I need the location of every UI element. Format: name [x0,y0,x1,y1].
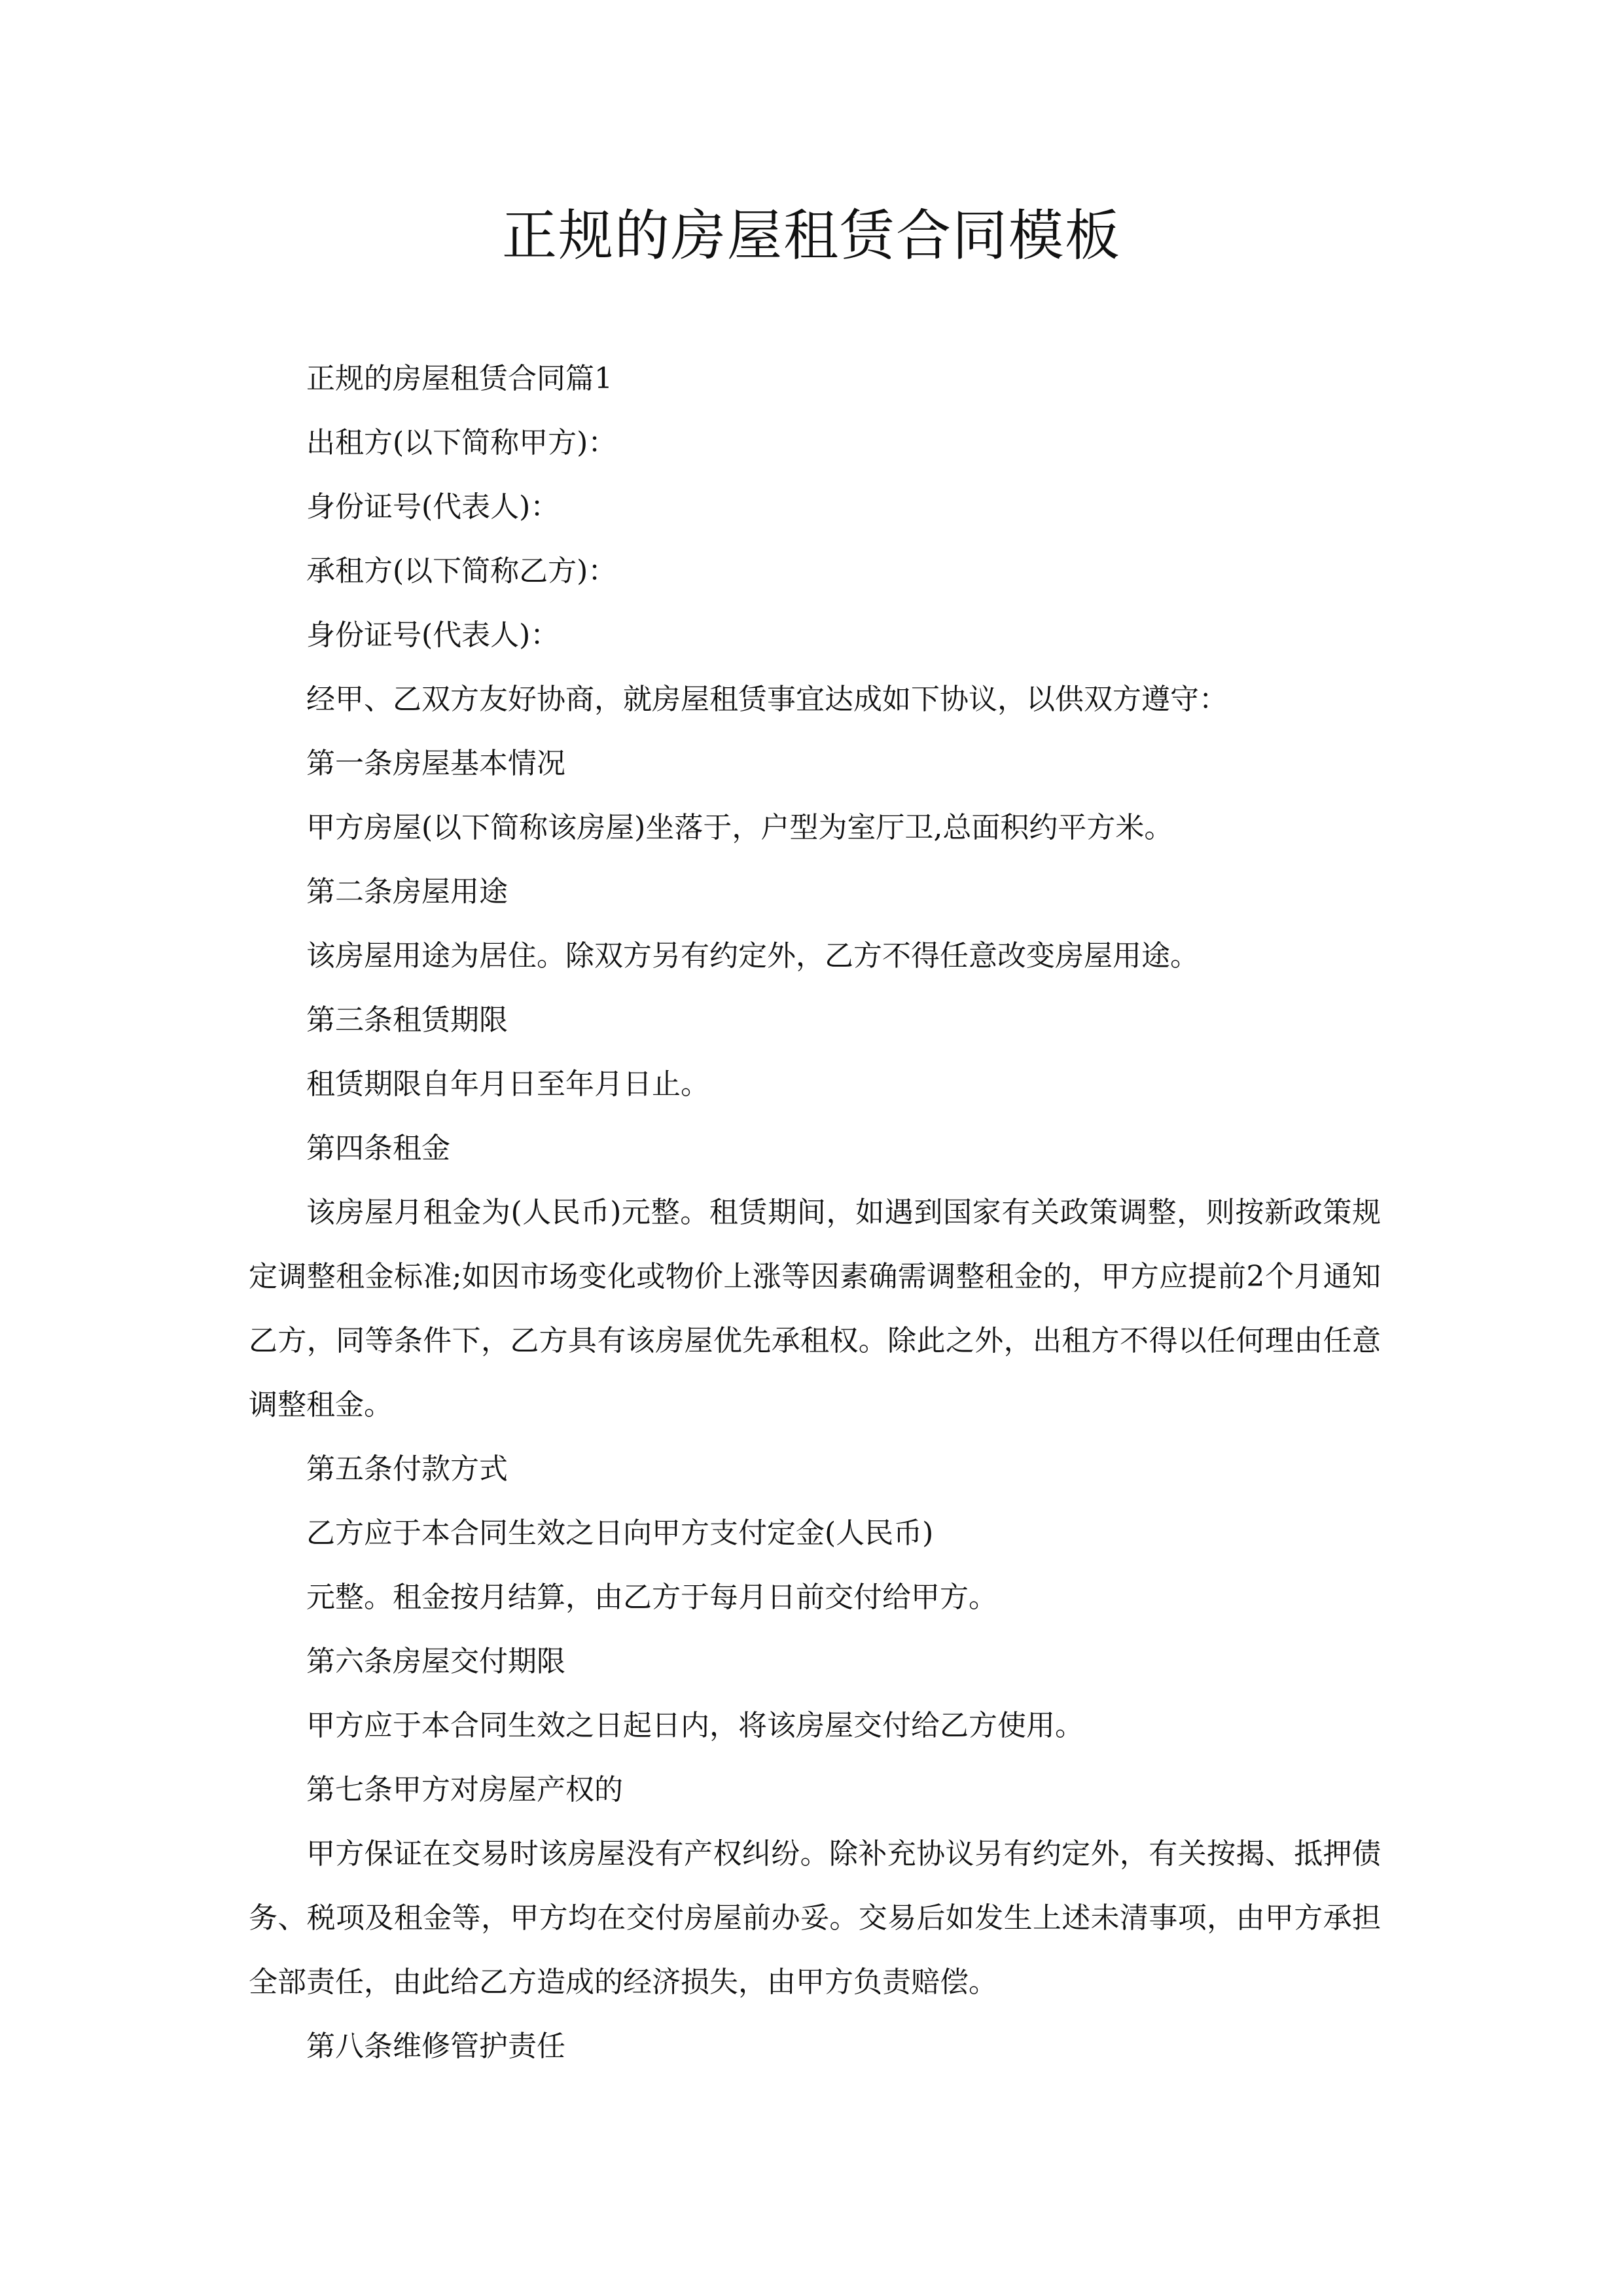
party-b-id-line: 身份证号(代表人)： [306,619,560,652]
article-heading: 第一条房屋基本情况 [306,747,565,780]
party-a-line: 出租方(以下简称甲方)： [306,426,617,459]
article-body: 甲方保证在交易时该房屋没有产权纠纷。除补充协议另有约定外，有关按揭、抵押债务、税项及租金等，甲方均在交付房屋前办妥。交易后如发生上述未清事项，由甲方承担全部责任，由此给乙方造成的经济损失，由甲方负责赔偿。 [249,1837,1381,1999]
section-heading: 正规的房屋租赁合同篇1 [306,362,613,395]
article-heading: 第七条甲方对房屋产权的 [306,1773,623,1806]
article-heading: 第三条租赁期限 [306,1003,508,1037]
document-body [249,347,1381,2079]
article-body: 该房屋月租金为(人民币)元整。租赁期间，如遇到国家有关政策调整，则按新政策规定调整租金标准;如因市场变化或物价上涨等因素确需调整租金的，甲方应提前2个月通知乙方，同等条件下，乙方具有该房屋优先承租权。除此之外，出租方不得以任何理由任意调整租金。 [249,1196,1381,1422]
article-heading: 第二条房屋用途 [306,875,508,908]
article-heading: 第六条房屋交付期限 [306,1645,565,1678]
article-body: 甲方房屋(以下简称该房屋)坐落于，户型为室厅卫,总面积约平方米。 [306,811,1173,844]
article-heading: 第四条租金 [306,1132,450,1165]
article-body: 甲方应于本合同生效之日起日内，将该房屋交付给乙方使用。 [306,1709,1084,1742]
party-a-id-line: 身份证号(代表人)： [306,490,560,524]
article-body: 乙方应于本合同生效之日向甲方支付定金(人民币) [306,1516,934,1550]
article-body: 租赁期限自年月日至年月日止。 [306,1067,709,1101]
article-body: 该房屋用途为居住。除双方另有约定外，乙方不得任意改变房屋用途。 [306,939,1199,973]
article-body: 元整。租金按月结算，由乙方于每月日前交付给甲方。 [306,1581,997,1614]
agreement-intro: 经甲、乙双方友好协商，就房屋租赁事宜达成如下协议，以供双方遵守： [306,683,1228,716]
article-heading: 第八条维修管护责任 [306,2030,565,2063]
party-b-line: 承租方(以下简称乙方)： [306,554,617,588]
document-title: 正规的房屋租赁合同模板 [501,204,1121,268]
article-heading: 第五条付款方式 [306,1452,508,1486]
